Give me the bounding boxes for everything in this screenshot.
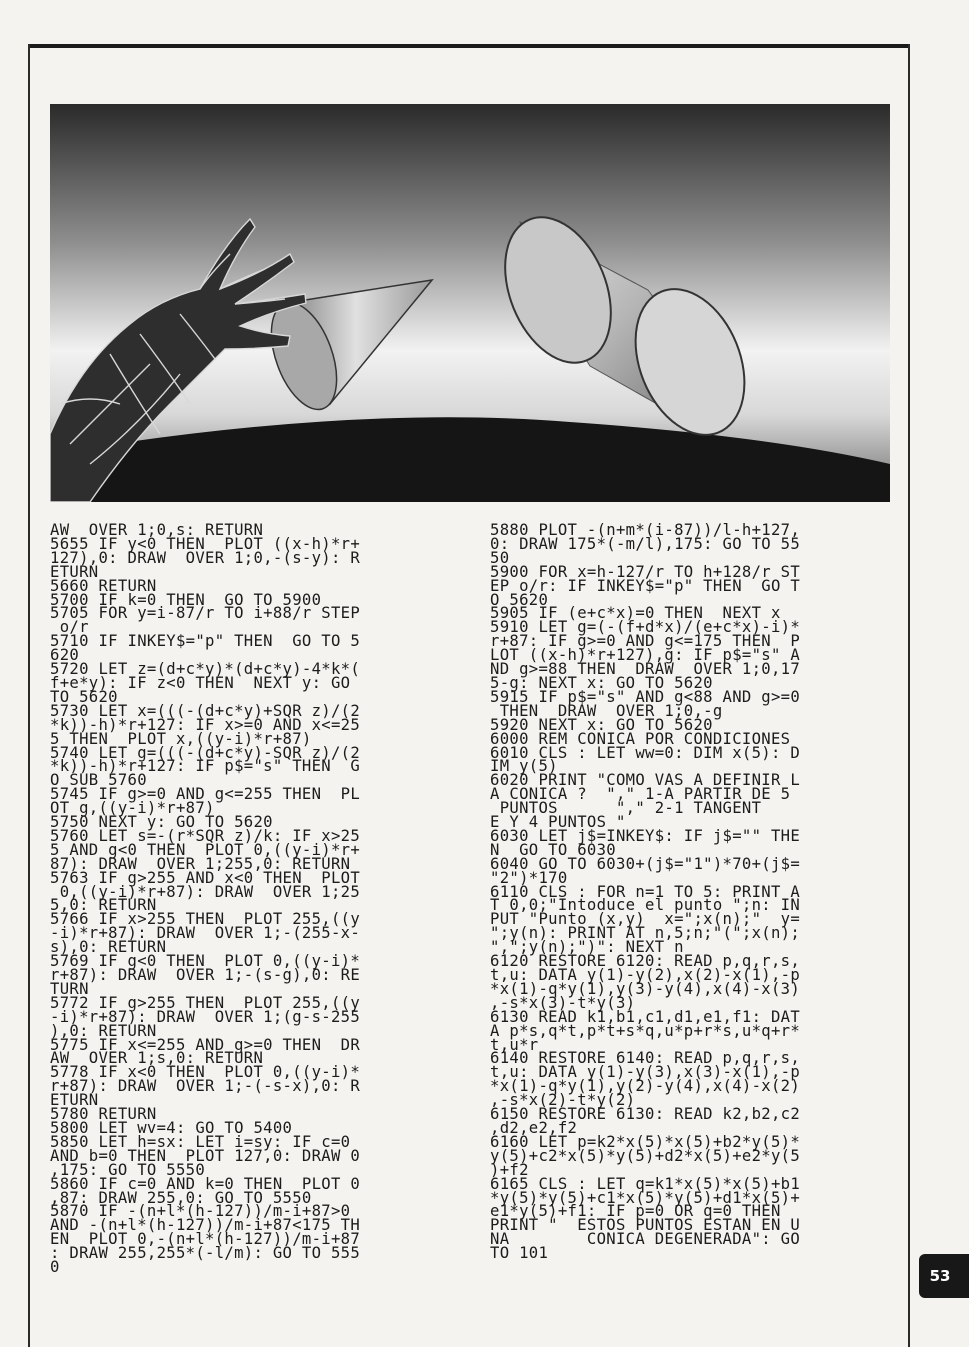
code-line: 5710 IF INKEY$="p" THEN GO TO 5 <box>50 632 361 651</box>
code-line: LOT ((x-h)*r+127),g: IF p$="s" A <box>490 646 801 665</box>
code-line: 5905 IF (e+c*x)=0 THEN NEXT x <box>490 604 781 623</box>
code-line: y(5)+c2*x(5)*y(5)+d2*x(5)+e2*y(5 <box>490 1146 801 1165</box>
code-line: PRINT " ESTOS PUNTOS ESTAN EN U <box>490 1216 801 1235</box>
code-line: 5900 FOR x=h-127/r TO h+128/r ST <box>490 562 801 581</box>
code-line: THEN DRAW OVER 1;0,-g <box>490 701 723 720</box>
code-line: 5880 PLOT -(n+m*(i-87))/l-h+127, <box>490 521 801 539</box>
code-line: 6165 CLS : LET q=k1*x(5)*x(5)+b1 <box>490 1174 801 1193</box>
code-line: 5850 LET h=sx: LET i=sy: IF c=0 <box>50 1132 351 1151</box>
code-line: 5772 IF g>255 THEN PLOT 255,((y <box>50 993 361 1012</box>
code-line: 5775 IF x<=255 AND g>=0 THEN DR <box>50 1035 361 1054</box>
code-line: T 0,0;"Intoduce el punto ";n: IN <box>490 896 801 915</box>
code-line: 5769 IF g<0 THEN PLOT 0,((y-i)* <box>50 952 361 971</box>
code-line: 5700 IF k=0 THEN GO TO 5900 <box>50 590 322 609</box>
code-line: 6010 CLS : LET ww=0: DIM x(5): D <box>490 743 801 762</box>
code-line: *x(1)-q*y(1),y(2)-y(4),x(4)-x(2) <box>490 1077 801 1096</box>
code-line: r+87): DRAW OVER 1;-(-s-x),0: R <box>50 1077 361 1096</box>
code-line: A CONICA ? "," 1-A PARTIR DE 5 <box>490 785 791 804</box>
code-line: 6160 LET p=k2*x(5)*x(5)+b2*y(5)* <box>490 1132 801 1151</box>
code-line: : DRAW 255,255*(-l/m): GO TO 555 <box>50 1244 361 1263</box>
code-line: 6040 GO TO 6030+(j$="1")*70+(j$= <box>490 854 801 873</box>
code-line: ,87: DRAW 255,0: GO TO 5550 <box>50 1188 312 1207</box>
code-line: ),0: RETURN <box>50 1021 157 1040</box>
code-line: 0 <box>50 1258 60 1277</box>
code-line: r+87): DRAW OVER 1;-(s-g),0: RE <box>50 966 361 984</box>
code-line: 6120 RESTORE 6120: READ p,q,r,s, <box>490 952 801 971</box>
code-line: r+87: IF g>=0 AND g<=175 THEN P <box>490 632 801 651</box>
code-line: 5720 LET z=(d+c*y)*(d+c*y)-4*k*( <box>50 660 361 679</box>
code-line: 0: DRAW 175*(-m/l),175: GO TO 55 <box>490 534 801 553</box>
code-line: *x(1)-q*y(1),y(3)-y(4),x(4)-x(3) <box>490 979 801 998</box>
code-line: PUNTOS "," 2-1 TANGENT <box>490 799 762 818</box>
code-line: f+e*y): IF z<0 THEN NEXT y: GO <box>50 673 351 692</box>
code-line: "2")*170 <box>490 868 568 887</box>
page-number: 53 <box>929 1267 951 1285</box>
code-line: 5800 LET wv=4: GO TO 5400 <box>50 1118 293 1137</box>
code-line: TO 5620 <box>50 687 118 706</box>
code-line: AW OVER 1;s,0: RETURN <box>50 1049 264 1068</box>
code-line: EN PLOT 0,-(n+l*(h-127))/m-i+87 <box>50 1230 361 1249</box>
code-line: ";y(n): PRINT AT n,5;n;"(";x(n); <box>490 924 801 943</box>
code-line: 5 AND g<0 THEN PLOT 0,((y-i)*r+ <box>50 840 361 859</box>
code-line: 5705 FOR y=i-87/r TO i+88/r STEP <box>50 604 361 623</box>
code-line: ,d2,e2,f2 <box>490 1118 578 1137</box>
code-line: 5763 IF g>255 AND x<0 THEN PLOT <box>50 868 361 887</box>
top-rule <box>28 44 910 48</box>
code-line: 6130 READ k1,b1,c1,d1,e1,f1: DAT <box>490 1007 801 1026</box>
code-line: 6020 PRINT "COMO VAS A DEFINIR L <box>490 771 801 790</box>
code-line: ND g>=88 THEN DRAW OVER 1;0,17 <box>490 660 801 679</box>
code-line: 5655 IF y<0 THEN PLOT ((x-h)*r+ <box>50 534 361 553</box>
code-line: 5750 NEXT y: GO TO 5620 <box>50 813 273 832</box>
code-line: ,-s*x(2)-t*y(2) <box>490 1091 636 1110</box>
code-line: )+f2 <box>490 1160 529 1179</box>
code-line: 6030 LET j$=INKEY$: IF j$="" THE <box>490 826 801 845</box>
code-line: O SUB 5760 <box>50 771 147 790</box>
code-line: 5778 IF x<0 THEN PLOT 0,((y-i)* <box>50 1063 361 1082</box>
code-line: 5745 IF g>=0 AND g<=255 THEN PL <box>50 785 361 804</box>
code-line: 6000 REM CONICA POR CONDICIONES <box>490 729 791 748</box>
code-line: A p*s,q*t,p*t+s*q,u*p+r*s,u*q+r* <box>490 1021 801 1040</box>
code-line: ,-s*x(3)-t*y(3) <box>490 993 636 1012</box>
hand-cone-cylinder-icon <box>50 104 890 502</box>
code-line: 620 <box>50 646 80 665</box>
code-line: 5910 LET g=(-(f+d*x)/(e+c*x)-i)* <box>490 618 801 637</box>
code-line: E Y 4 PUNTOS " <box>490 813 626 832</box>
code-line: 6110 CLS : FOR n=1 TO 5: PRINT A <box>490 882 801 901</box>
code-line: t,u: DATA y(1)-y(3),x(3)-x(1),-p <box>490 1063 801 1082</box>
code-line: AND -(n+l*(h-127))/m-i+87<175 TH <box>50 1216 361 1235</box>
code-line: ,175: GO TO 5550 <box>50 1160 206 1179</box>
code-line: 5760 LET s=-(r*SQR z)/k: IF x>25 <box>50 826 361 845</box>
code-line: NA CONICA DEGENERADA": GO <box>490 1230 801 1249</box>
left-frame-line <box>28 44 30 1347</box>
basic-listing-right-column <box>490 521 892 1263</box>
code-line: N GO TO 6030 <box>490 840 616 859</box>
code-line: 5660 RETURN <box>50 576 157 595</box>
code-line: o/r <box>50 618 89 637</box>
code-line: 5740 LET g=(((-(d+c*y)-SQR z)/(2 <box>50 743 361 762</box>
code-line: TURN <box>50 979 89 998</box>
right-frame-line <box>908 44 910 1347</box>
code-line: 127),0: DRAW OVER 1;0,-(s-y): R <box>50 548 361 567</box>
code-line: ETURN <box>50 562 99 581</box>
code-line: *k))-h)*r+127: IF p$="s" THEN G <box>50 757 361 776</box>
code-line: PUT "Punto (x,y) x=";x(n);" y= <box>490 910 801 929</box>
code-line: 5780 RETURN <box>50 1105 157 1124</box>
code-line: 0,((y-i)*r+87): DRAW OVER 1;25 <box>50 882 361 901</box>
code-line: 5915 IF p$="s" AND g<88 AND g>=0 <box>490 687 801 706</box>
code-line: EP o/r: IF INKEY$="p" THEN GO T <box>490 576 801 595</box>
code-line: 6150 RESTORE 6130: READ k2,b2,c2 <box>490 1105 801 1124</box>
code-line: 5920 NEXT x: GO TO 5620 <box>490 715 713 734</box>
code-line: 50 <box>490 548 510 567</box>
code-line: 5766 IF x>255 THEN PLOT 255,((y <box>50 910 361 929</box>
code-line: ETURN <box>50 1091 99 1110</box>
code-line: TO 101 <box>490 1244 549 1263</box>
illustration <box>50 104 890 502</box>
code-line: 5 THEN PLOT x,((y-i)*r+87) <box>50 729 312 748</box>
code-line: 6140 RESTORE 6140: READ p,q,r,s, <box>490 1049 801 1068</box>
code-line: 5860 IF c=0 AND k=0 THEN PLOT 0 <box>50 1174 361 1193</box>
code-line: s),0: RETURN <box>50 938 167 957</box>
code-line: *k))-h)*r+127: IF x>=0 AND x<=25 <box>50 715 361 734</box>
code-line: IM y(5) <box>490 757 558 776</box>
code-line: O 5620 <box>490 590 549 609</box>
code-line: 5,0: RETURN <box>50 896 157 915</box>
code-line: ",";y(n);")": NEXT n <box>490 938 684 957</box>
code-line: t,u*r <box>490 1035 539 1054</box>
code-line: 5730 LET x=(((-(d+c*y)+SQR z)/(2 <box>50 701 361 720</box>
code-line: -i)*r+87): DRAW OVER 1;(g-s-255 <box>50 1007 361 1026</box>
code-line: 87): DRAW OVER 1;255,0: RETURN <box>50 854 351 873</box>
code-line: 5870 IF -(n+l*(h-127))/m-i+87>0 <box>50 1202 351 1221</box>
code-line: e1*y(5)+f1: IF p=0 OR q=0 THEN <box>490 1202 781 1221</box>
code-line: AW OVER 1;0,s: RETURN <box>50 521 264 539</box>
code-line: t,u: DATA y(1)-y(2),x(2)-x(1),-p <box>490 966 801 984</box>
code-line: OT g,((y-i)*r+87) <box>50 799 215 818</box>
code-line: *y(5)*y(5)+c1*x(5)*y(5)+d1*x(5)+ <box>490 1188 801 1207</box>
basic-listing-left-column <box>50 521 450 1277</box>
code-line: AND b=0 THEN PLOT 127,0: DRAW 0 <box>50 1146 361 1165</box>
code-line: -i)*r+87): DRAW OVER 1;-(255-x- <box>50 924 361 943</box>
code-line: 5-g: NEXT x: GO TO 5620 <box>490 673 713 692</box>
